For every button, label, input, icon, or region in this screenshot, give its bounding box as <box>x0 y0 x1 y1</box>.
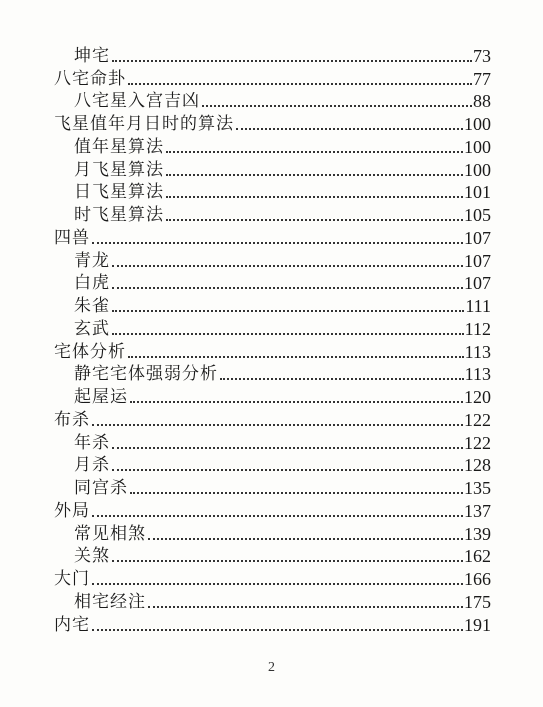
page-number: 2 <box>268 660 275 675</box>
toc-entry-title: 静宅宅体强弱分析 <box>74 364 218 385</box>
toc-entry-page: 191 <box>464 614 491 635</box>
toc-entry-page: 107 <box>464 273 491 294</box>
toc-entry-title: 白虎 <box>74 273 110 294</box>
toc-entry-title: 常见相煞 <box>74 523 146 544</box>
dot-leader <box>112 327 464 335</box>
toc-entry-page: 175 <box>464 591 491 612</box>
toc-entry <box>54 566 491 589</box>
toc-entry-title: 玄武 <box>74 318 110 339</box>
dot-leader <box>128 350 464 358</box>
toc-entry <box>54 293 491 316</box>
toc-entry <box>54 271 491 294</box>
dot-leader <box>166 190 463 198</box>
toc-entry <box>54 362 491 385</box>
toc-entry-title: 时飞星算法 <box>74 205 164 225</box>
dot-leader <box>112 54 472 62</box>
toc-entry-page: 137 <box>464 500 491 521</box>
toc-entry-title: 年杀 <box>74 432 110 453</box>
dot-leader <box>112 554 463 562</box>
toc-entry-title: 大门 <box>54 569 90 589</box>
toc-entry-page: 113 <box>464 341 491 362</box>
toc-entry-page: 128 <box>464 455 491 476</box>
dot-leader <box>202 99 472 107</box>
toc-entry-page: 139 <box>464 523 491 544</box>
toc-entry-page: 100 <box>464 159 491 180</box>
toc-entry-title: 布杀 <box>54 409 90 430</box>
toc-entry-page: 101 <box>464 182 491 203</box>
toc-entry <box>54 225 491 248</box>
toc-entry-title: 八宅星入宫吉凶 <box>74 91 200 112</box>
toc-entry-title: 坤宅 <box>74 45 110 66</box>
toc-entry <box>54 498 491 521</box>
dot-leader <box>112 463 463 471</box>
toc-entry <box>54 316 491 339</box>
toc-entry <box>54 43 491 66</box>
toc-entry <box>54 475 491 498</box>
toc-entry <box>54 134 491 157</box>
toc-entry-page: 162 <box>464 546 491 567</box>
toc-entry-title: 起屋运 <box>74 387 128 407</box>
dot-leader <box>220 372 464 380</box>
toc-entry <box>54 407 491 430</box>
dot-leader <box>166 213 463 221</box>
toc-entry <box>54 248 491 271</box>
toc-entry <box>54 589 491 612</box>
toc-entry-title: 八宅命卦 <box>54 68 126 89</box>
toc-entry-title: 内宅 <box>54 614 90 635</box>
dot-leader <box>130 486 463 494</box>
toc-entry <box>54 157 491 180</box>
toc-entry <box>54 521 491 544</box>
toc-entry-page: 112 <box>464 318 491 339</box>
toc-entry-page: 135 <box>464 478 491 498</box>
toc-entry-page: 105 <box>464 205 491 225</box>
dot-leader <box>166 168 463 176</box>
toc-entry-page: 113 <box>464 364 491 385</box>
dot-leader <box>130 395 463 403</box>
toc-entry <box>54 89 491 112</box>
toc-entry-title: 同宫杀 <box>74 478 128 498</box>
toc-entry <box>54 544 491 567</box>
dot-leader <box>92 236 463 244</box>
toc-entry <box>54 430 491 453</box>
toc-entry-title: 相宅经注 <box>74 591 146 612</box>
toc-entry-page: 107 <box>464 250 491 271</box>
toc-entry-title: 关煞 <box>74 546 110 567</box>
dot-leader <box>112 259 463 267</box>
toc-entry-page: 77 <box>473 68 491 89</box>
toc-entry-title: 月飞星算法 <box>74 159 164 180</box>
toc-entry-title: 月杀 <box>74 455 110 476</box>
toc-entry <box>54 111 491 134</box>
dot-leader <box>92 418 463 426</box>
toc-entry <box>54 453 491 476</box>
toc-entry-title: 外局 <box>54 500 90 521</box>
toc-entry <box>54 202 491 225</box>
dot-leader <box>112 441 463 449</box>
toc-entry-title: 值年星算法 <box>74 136 164 157</box>
toc-entry-title: 朱雀 <box>74 296 110 316</box>
dot-leader <box>112 281 463 289</box>
toc-entry-page: 107 <box>464 227 491 248</box>
table-of-contents <box>54 43 491 635</box>
toc-entry <box>54 339 491 362</box>
toc-entry-page: 73 <box>473 45 491 66</box>
toc-entry <box>54 180 491 203</box>
toc-entry-page: 120 <box>464 387 491 407</box>
dot-leader <box>128 77 472 85</box>
toc-entry-page: 88 <box>473 91 491 112</box>
toc-entry <box>54 66 491 89</box>
dot-leader <box>148 532 463 540</box>
toc-entry-page: 111 <box>465 296 491 316</box>
dot-leader <box>166 145 463 153</box>
dot-leader <box>92 623 463 631</box>
dot-leader <box>112 304 464 312</box>
toc-entry-title: 日飞星算法 <box>74 182 164 203</box>
dot-leader <box>92 577 463 585</box>
toc-entry-page: 100 <box>464 136 491 157</box>
toc-entry-title: 青龙 <box>74 250 110 271</box>
toc-entry-title: 飞星值年月日时的算法 <box>54 114 234 134</box>
dot-leader <box>148 600 463 608</box>
toc-entry <box>54 612 491 635</box>
dot-leader <box>236 122 463 130</box>
dot-leader <box>92 509 463 517</box>
toc-entry-page: 100 <box>464 114 491 134</box>
toc-entry-title: 四兽 <box>54 227 90 248</box>
toc-entry-page: 166 <box>464 569 491 589</box>
toc-entry-page: 122 <box>464 432 491 453</box>
toc-entry-page: 122 <box>464 409 491 430</box>
toc-entry-title: 宅体分析 <box>54 341 126 362</box>
toc-entry <box>54 384 491 407</box>
